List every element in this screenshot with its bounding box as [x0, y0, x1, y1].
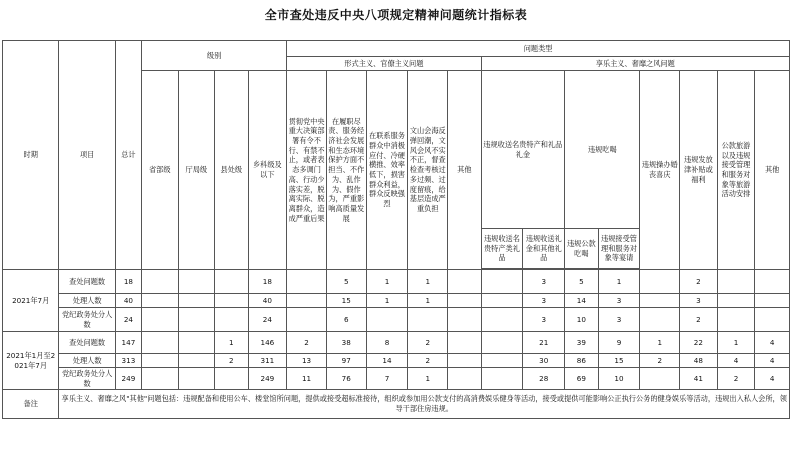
value-cell: 313: [115, 354, 141, 368]
value-cell: 4: [755, 368, 790, 390]
value-cell: [640, 308, 680, 332]
header-hedonism-travel: 公款旅游以及违规接受管理和服务对象等旅游活动安排: [717, 71, 755, 270]
table-row: [3, 368, 790, 390]
header-formalism-group: 形式主义、官僚主义问题: [287, 57, 481, 71]
value-cell: 2: [717, 368, 755, 390]
value-cell: 2: [680, 308, 718, 332]
header-level-bureau: 厅局级: [178, 71, 215, 270]
value-cell: [215, 270, 248, 294]
header-formalism-col-2: 在履职尽责、服务经济社会发展和生态环境保护方面不担当、不作为、乱作为、假作为，严重影响高质量发展: [326, 71, 366, 270]
value-cell: 14: [565, 294, 598, 308]
value-cell: 3: [598, 294, 640, 308]
value-cell: 6: [326, 308, 366, 332]
table-row: [3, 354, 790, 368]
value-cell: 311: [248, 354, 287, 368]
value-cell: 4: [717, 354, 755, 368]
header-level-county: 县处级: [215, 71, 248, 270]
header-gift-group: 违规收送名贵特产和礼品礼金: [481, 71, 565, 229]
header-hedonism-wedding: 违规操办婚丧喜庆: [640, 71, 680, 270]
value-cell: 2: [640, 354, 680, 368]
value-cell: [366, 308, 408, 332]
value-cell: 40: [248, 294, 287, 308]
value-cell: 41: [680, 368, 718, 390]
value-cell: [448, 368, 481, 390]
value-cell: 40: [115, 294, 141, 308]
value-cell: 7: [366, 368, 408, 390]
table-row: [3, 294, 790, 308]
value-cell: [287, 308, 327, 332]
value-cell: [481, 308, 523, 332]
value-cell: 2: [408, 332, 448, 354]
value-cell: [640, 270, 680, 294]
value-cell: 48: [680, 354, 718, 368]
value-cell: [141, 294, 178, 308]
value-cell: [448, 294, 481, 308]
value-cell: 11: [287, 368, 327, 390]
value-cell: 10: [565, 308, 598, 332]
header-formalism-col-4: 文山会海反弹回潮，文风会风不实不正，督查检查考核过多过频、过度留痕，给基层造成严重负担: [408, 71, 448, 270]
value-cell: [481, 354, 523, 368]
item-cell: 查处问题数: [59, 332, 115, 354]
value-cell: 15: [598, 354, 640, 368]
header-formalism-col-1: 贯彻党中央重大决策部署有令不行、有禁不止，或者表态多调门高、行动少落实差，脱离实际、脱离群众，造成严重后果: [287, 71, 327, 270]
header-gift-specialty: 违规收送名贵特产类礼品: [481, 229, 523, 269]
value-cell: [141, 368, 178, 390]
value-cell: 3: [523, 270, 565, 294]
item-cell: 处理人数: [59, 354, 115, 368]
header-hedonism-group: 享乐主义、奢靡之风问题: [481, 57, 789, 71]
header-period: 时期: [3, 41, 59, 270]
header-level-township: 乡科级及以下: [248, 71, 287, 270]
value-cell: 5: [565, 270, 598, 294]
value-cell: [448, 332, 481, 354]
value-cell: [481, 270, 523, 294]
value-cell: [481, 368, 523, 390]
value-cell: 1: [598, 270, 640, 294]
value-cell: 5: [326, 270, 366, 294]
item-cell: 党纪政务处分人数: [59, 308, 115, 332]
value-cell: 1: [408, 294, 448, 308]
value-cell: 15: [326, 294, 366, 308]
value-cell: [481, 332, 523, 354]
table-row: [3, 308, 790, 332]
header-total: 总计: [115, 41, 141, 270]
value-cell: [141, 332, 178, 354]
value-cell: 1: [408, 368, 448, 390]
item-cell: 党纪政务处分人数: [59, 368, 115, 390]
value-cell: 13: [287, 354, 327, 368]
header-level-group: 级别: [141, 41, 286, 71]
value-cell: 1: [640, 332, 680, 354]
header-eat-drink-group: 违规吃喝: [565, 71, 640, 229]
header-hedonism-subsidy: 违规发放津补贴或福利: [680, 71, 718, 270]
value-cell: 28: [523, 368, 565, 390]
value-cell: 39: [565, 332, 598, 354]
value-cell: 24: [248, 308, 287, 332]
value-cell: 18: [115, 270, 141, 294]
value-cell: 69: [565, 368, 598, 390]
value-cell: 147: [115, 332, 141, 354]
table-row: [3, 332, 790, 354]
statistics-table: [2, 40, 790, 419]
value-cell: 3: [523, 294, 565, 308]
value-cell: 4: [755, 354, 790, 368]
value-cell: 1: [366, 294, 408, 308]
value-cell: 1: [215, 332, 248, 354]
value-cell: 9: [598, 332, 640, 354]
value-cell: [408, 308, 448, 332]
value-cell: 18: [248, 270, 287, 294]
value-cell: [141, 270, 178, 294]
value-cell: [287, 270, 327, 294]
value-cell: [215, 294, 248, 308]
period-cell: 2021年7月: [3, 270, 59, 332]
item-cell: 处理人数: [59, 294, 115, 308]
value-cell: [481, 294, 523, 308]
value-cell: 249: [248, 368, 287, 390]
value-cell: 2: [215, 354, 248, 368]
value-cell: [141, 354, 178, 368]
value-cell: 146: [248, 332, 287, 354]
value-cell: 3: [598, 308, 640, 332]
value-cell: 22: [680, 332, 718, 354]
value-cell: 1: [366, 270, 408, 294]
value-cell: [178, 270, 215, 294]
value-cell: [178, 368, 215, 390]
header-eat-public: 违规公款吃喝: [565, 229, 598, 269]
value-cell: 38: [326, 332, 366, 354]
header-formalism-col-other: 其他: [448, 71, 481, 270]
value-cell: [640, 294, 680, 308]
header-formalism-col-3: 在联系服务群众中消极应付、冷硬横推、效率低下，损害群众利益，群众反映强烈: [366, 71, 408, 270]
header-hedonism-other: 其他: [755, 71, 790, 270]
value-cell: [178, 308, 215, 332]
value-cell: [717, 308, 755, 332]
item-cell: 查处问题数: [59, 270, 115, 294]
value-cell: [640, 368, 680, 390]
header-eat-banquet: 违规接受管理和服务对象等宴请: [598, 229, 640, 269]
table-row: [3, 270, 790, 294]
value-cell: 10: [598, 368, 640, 390]
value-cell: 86: [565, 354, 598, 368]
value-cell: 4: [755, 332, 790, 354]
value-cell: 8: [366, 332, 408, 354]
page-title: 全市查处违反中央八项规定精神问题统计指标表: [264, 8, 528, 22]
header-level-province: 省部级: [141, 71, 178, 270]
remark-text: 享乐主义、奢靡之风"其他"问题包括：违规配备和使用公车、楼堂馆所问题，提供或接受超标准接待，组织或参加用公款支付的高消费娱乐健身等活动，接受或提供可能影响公正执行公务的健身娱乐等活动，违规出入私人会所，领导干部住房违规。: [59, 390, 790, 419]
value-cell: [755, 270, 790, 294]
header-problem-types: 问题类型: [287, 41, 790, 57]
value-cell: 24: [115, 308, 141, 332]
value-cell: [717, 294, 755, 308]
value-cell: [717, 270, 755, 294]
remark-label: 备注: [3, 390, 59, 419]
value-cell: [178, 354, 215, 368]
value-cell: 1: [408, 270, 448, 294]
value-cell: 1: [717, 332, 755, 354]
value-cell: [215, 368, 248, 390]
value-cell: 30: [523, 354, 565, 368]
value-cell: 2: [408, 354, 448, 368]
value-cell: [141, 308, 178, 332]
value-cell: [448, 308, 481, 332]
value-cell: 2: [680, 270, 718, 294]
value-cell: [755, 294, 790, 308]
value-cell: 76: [326, 368, 366, 390]
value-cell: [215, 308, 248, 332]
value-cell: 14: [366, 354, 408, 368]
period-cell: 2021年1月至2021年7月: [3, 332, 59, 390]
value-cell: [448, 354, 481, 368]
value-cell: 249: [115, 368, 141, 390]
value-cell: [448, 270, 481, 294]
value-cell: 97: [326, 354, 366, 368]
header-gift-cash: 违规收送礼金和其他礼品: [523, 229, 565, 269]
value-cell: [287, 294, 327, 308]
value-cell: 3: [680, 294, 718, 308]
value-cell: [178, 294, 215, 308]
value-cell: 3: [523, 308, 565, 332]
remark-row: [3, 390, 790, 419]
value-cell: [178, 332, 215, 354]
value-cell: 21: [523, 332, 565, 354]
header-item: 项目: [59, 41, 115, 270]
value-cell: 2: [287, 332, 327, 354]
value-cell: [755, 308, 790, 332]
